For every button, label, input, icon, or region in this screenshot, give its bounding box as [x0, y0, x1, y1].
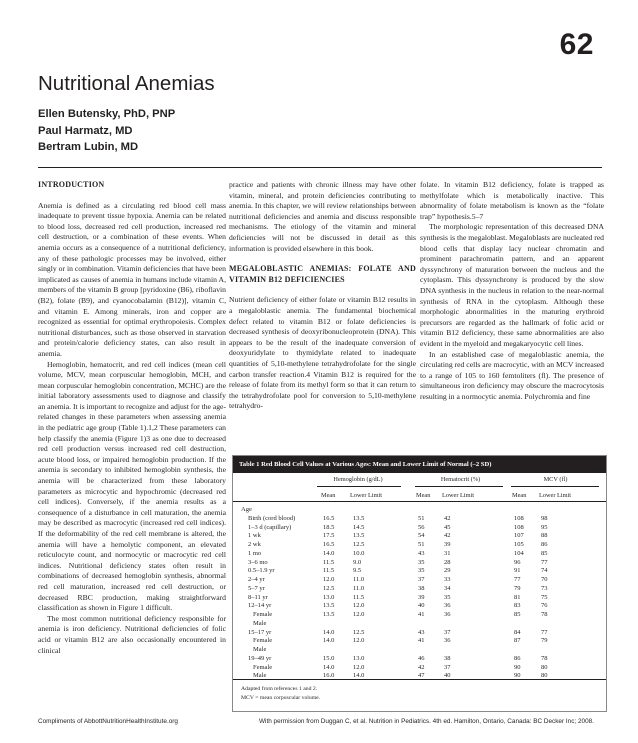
table-row-label: 5–7 yr — [248, 584, 265, 592]
table-cell: 16.0 — [323, 672, 335, 680]
column-header: Mean — [321, 492, 336, 499]
table-cell: 43 — [418, 628, 425, 636]
table-cell: 12.0 — [353, 663, 365, 671]
table-cell: 78 — [541, 611, 548, 618]
column-group-header: Hemoglobin (g/dL) — [333, 476, 383, 483]
table-cell: 14.5 — [353, 523, 365, 531]
table-cell: 88 — [541, 532, 548, 540]
rule — [233, 679, 606, 680]
table-cell: 13.5 — [353, 532, 365, 540]
table-row-label: 2–4 yr — [248, 576, 265, 583]
table-cell: 98 — [541, 514, 548, 522]
table-cell: 13.5 — [323, 602, 335, 610]
table-row-label: Female — [253, 611, 273, 618]
table-cell: 77 — [541, 558, 548, 566]
table-cell: 39 — [418, 593, 425, 601]
table-cell: 46 — [418, 654, 425, 662]
table-cell: 96 — [514, 558, 521, 566]
table-cell: 83 — [514, 602, 521, 610]
table-cell: 10.0 — [353, 549, 365, 557]
table-cell: 36 — [444, 611, 451, 618]
table-row-label: Age — [241, 506, 252, 513]
table-cell: 35 — [418, 567, 425, 575]
table-note: MCV = mean corpuscular volume. — [241, 694, 321, 701]
table-cell: 11.5 — [323, 567, 335, 575]
table-cell: 37 — [444, 628, 451, 636]
column-header: Mean — [416, 492, 431, 499]
table-cell: 33 — [444, 576, 451, 583]
table-row-label: Female — [253, 663, 273, 671]
table-cell: 12.0 — [323, 576, 335, 583]
table-cell: 12.5 — [353, 541, 365, 548]
table-row-label: 1 mo — [248, 549, 262, 557]
table-cell: 73 — [541, 584, 548, 592]
table-cell: 42 — [418, 663, 425, 671]
column-header: Lower Limit — [350, 492, 383, 499]
rule — [511, 486, 599, 487]
table-row-label: 12–14 yr — [248, 602, 272, 610]
table-cell: 78 — [541, 654, 548, 662]
paragraph: Nutrient deficiency of either folate or vitamin B12 results in a megaloblastic anemia. The fundamental biochemical defect related to vitamin B12 or folate deficiencies is decreased synthesis of deoxyribonucleoprotein (DNA). This appears to be the result of the inadequate conversion of deoxyuridylate to thymidylate related to inadequate quantities of 5,10-methylene tetrahydrofolate for the single carbon transfer reaction.4 Vitamin B12 is required for the release of folate from its methyl form so that it can return to the tetrahydrofolate pool for conversion to 5,10-methylene tetrahydro- — [229, 295, 416, 411]
table-cell: 35 — [418, 558, 425, 566]
table-row-label: 1–3 d (capillary) — [248, 523, 292, 531]
table-cell: 77 — [541, 628, 548, 636]
table-row-label: 15–17 yr — [248, 628, 272, 636]
paragraph: practice and patients with chronic illness may have other vitamin, mineral, and protein deficiencies contributing to anemia. In this chapter, we will review relationships between nutritional deficiencies and anemia and discuss responsible mechanisms. The etiology of the vitamin and mineral deficiencies will not be discussed in detail as this information is provided elsewhere in this book. — [229, 180, 416, 253]
table-cell: 104 — [514, 549, 524, 557]
table-cell: 85 — [541, 549, 548, 557]
paragraph: Anemia is defined as a circulating red blood cell mass inadequate to prevent tissue hypoxia. Anemia can be related to blood loss, decreased red cell production, increased red cell destruction, or a combination of these events. When anemia occurs as a consequence of a nutritional deficiency, any of these pathologic processes may be involved, either singly or in combination. Vitamin deficiencies that have been implicated as causes of anemia in humans include vitamin A, members of the vitamin B group [pyridoxine (B6), riboflavin (B2), folate (B9), and cyanocobalamin (B12)], vitamin C, and vitamin E. Among minerals, iron and copper are recognized as essential for optimal erythropoiesis. Complex nutritional disturbances, such as those observed in starvation and protein/calorie deficiency states, can also result in anemia. — [38, 200, 226, 358]
table-row-label: 0.5–1.9 yr — [248, 567, 275, 575]
column-1 — [38, 180, 226, 656]
table-cell: 36 — [444, 637, 451, 645]
table-cell: 12.5 — [323, 584, 335, 592]
table-cell: 37 — [444, 663, 451, 671]
table-row-label: Male — [253, 646, 267, 653]
table-cell: 84 — [514, 628, 521, 636]
table-cell: 12.0 — [353, 637, 365, 645]
table-cell: 12.0 — [353, 602, 365, 610]
table-cell: 42 — [444, 532, 451, 540]
table-cell: 74 — [541, 567, 548, 575]
table-cell: 76 — [541, 602, 548, 610]
table-cell: 36 — [444, 602, 451, 610]
table-cell: 51 — [418, 514, 425, 522]
table-cell: 56 — [418, 523, 425, 531]
table-cell: 12.0 — [353, 611, 365, 618]
header-rule — [38, 167, 602, 168]
table-cell: 45 — [444, 523, 451, 531]
table-caption: Table 1 Red Blood Cell Values at Various Ages: Mean and Lower Limit of Normal (–2 SD) — [233, 456, 606, 473]
table-cell: 11.0 — [353, 584, 365, 592]
table-cell: 13.5 — [323, 611, 335, 618]
table-cell: 35 — [444, 593, 451, 601]
table-cell: 13.0 — [323, 593, 335, 601]
table-cell: 14.0 — [353, 672, 365, 680]
table-cell: 17.5 — [323, 532, 335, 540]
table-cell: 39 — [444, 541, 451, 548]
table-row-label: 1 wk — [248, 532, 261, 540]
table-row-label: 3–6 mo — [248, 558, 268, 566]
rule — [317, 486, 401, 487]
column-3 — [420, 180, 604, 402]
table-cell: 41 — [418, 637, 425, 645]
table-cell: 18.5 — [323, 523, 335, 531]
table-row-label: 2 wk — [248, 541, 261, 548]
table-cell: 95 — [541, 523, 548, 531]
table-cell: 12.5 — [353, 628, 365, 636]
rbc-values-table — [232, 455, 607, 712]
table-cell: 70 — [541, 576, 548, 583]
column-2 — [229, 180, 416, 412]
footer-left: Compliments of AbbottNutritionHealthInstitute.org — [38, 718, 178, 725]
section-heading: INTRODUCTION — [38, 180, 105, 189]
table-cell: 108 — [514, 523, 524, 531]
table-note: Adapted from references 1 and 2. — [241, 686, 318, 692]
table-cell: 77 — [514, 576, 521, 583]
table-cell: 16.5 — [323, 514, 335, 522]
table-cell: 34 — [444, 584, 451, 592]
table-cell: 15.0 — [323, 654, 335, 662]
table-cell: 47 — [418, 672, 425, 680]
paragraph: In an established case of megaloblastic anemia, the circulating red cells are macrocytic, with an MCV increased to a range of 105 to 160 femtoliters (fl). The presence of simultaneous iron deficiency may obscure the macrocytosis resulting in a normocytic anemia. Polychromia and fine — [420, 349, 604, 401]
table-notes — [241, 685, 320, 702]
table-row-label: 19–49 yr — [248, 654, 272, 662]
paragraph: folate. In vitamin B12 deficiency, folate is trapped as methylfolate which is metabolically inactive. This abnormality of folate metabolism is known as the “folate trap” hypothesis.5–7 — [420, 180, 604, 221]
table-row — [233, 672, 606, 682]
table-cell: 14.0 — [323, 628, 335, 636]
table-cell: 29 — [444, 567, 451, 575]
table-cell: 13.0 — [353, 654, 365, 662]
table-cell: 38 — [444, 654, 451, 662]
column-header: Mean — [512, 492, 527, 499]
table-cell: 14.0 — [323, 663, 335, 671]
rule — [233, 501, 606, 502]
table-cell: 80 — [541, 663, 548, 671]
table-cell: 9.0 — [353, 558, 362, 566]
table-row-label: Birth (cord blood) — [248, 514, 296, 522]
table-cell: 14.0 — [323, 549, 335, 557]
chapter-number: 62 — [559, 28, 594, 61]
table-cell: 91 — [514, 567, 521, 575]
table-row-label: Female — [253, 637, 273, 645]
chapter-title: Nutritional Anemias — [38, 72, 215, 95]
table-cell: 28 — [444, 558, 451, 566]
table-cell: 11.5 — [323, 558, 335, 566]
table-cell: 43 — [418, 549, 425, 557]
section-heading: MEGALOBLASTIC ANEMIAS: FOLATE AND VITAMIN B12 DEFICIENCIES — [229, 264, 416, 284]
table-cell: 108 — [514, 514, 524, 522]
table-cell: 11.5 — [353, 593, 365, 601]
table-cell: 90 — [514, 663, 521, 671]
table-cell: 79 — [514, 584, 521, 592]
column-group-header: Hematocrit (%) — [440, 476, 481, 483]
table-row-label: Male — [253, 672, 267, 680]
table-cell: 86 — [514, 654, 521, 662]
table-cell: 87 — [514, 637, 521, 645]
table-cell: 80 — [541, 672, 548, 680]
table-row-label: 8–11 yr — [248, 593, 268, 601]
author-list — [38, 106, 175, 156]
table-cell: 11.0 — [353, 576, 365, 583]
table-cell: 31 — [444, 549, 451, 557]
footer-right: With permission from Duggan C, et al. Nutrition in Pediatrics. 4th ed. Hamilton, Ontario, Canada: BC Decker Inc; 2008. — [259, 718, 594, 725]
author: Paul Harmatz, MD — [38, 124, 133, 137]
paragraph: The morphologic representation of this decreased DNA synthesis is the megaloblast. Megaloblasts are nucleated red blood cells that display lacy nuclear chromatin and prominent parachromatin pattern, and an apparent dyssynchrony of maturation between the nucleus and the cytoplasm. This dyssynchrony is produced by the slow DNA synthesis in the nucleus in relation to the near-normal synthesis of RNA in the cytoplasm. Although these morphologic abnormalities in the maturing erythroid precursors are regarded as the hallmark of folic acid or vitamin B12 deficiency, these same abnormalities are also evident in the myeloid and megakaryocytic cell lines. — [420, 222, 604, 348]
table-cell: 40 — [444, 672, 451, 680]
paragraph: The most common nutritional deficiency responsible for anemia is iron deficiency. Nutritional deficiencies of folic acid or vitamin B12 are also occasionally encountered in clinical — [38, 613, 226, 655]
table-cell: 75 — [541, 593, 548, 601]
table-row-label: Male — [253, 619, 267, 627]
table-cell: 85 — [514, 611, 521, 618]
column-group-header: MCV (fl) — [543, 476, 568, 483]
table-cell: 37 — [418, 576, 425, 583]
column-header: Lower Limit — [539, 492, 572, 499]
rule — [415, 486, 503, 487]
table-cell: 16.5 — [323, 541, 335, 548]
table-cell: 105 — [514, 541, 524, 548]
table-cell: 42 — [444, 514, 451, 522]
table-cell: 90 — [514, 672, 521, 680]
column-header: Lower Limit — [442, 492, 475, 499]
table-cell: 81 — [514, 593, 521, 601]
table-cell: 51 — [418, 541, 425, 548]
table-cell: 38 — [418, 584, 425, 592]
author: Ellen Butensky, PhD, PNP — [38, 108, 176, 120]
table-cell: 14.0 — [323, 637, 335, 645]
table-cell: 54 — [418, 532, 425, 540]
table-cell: 9.5 — [353, 567, 362, 575]
table-cell: 107 — [514, 532, 524, 540]
paragraph: Hemoglobin, hematocrit, and red cell indices (mean cell volume, MCV, mean corpuscular hemoglobin, MCH, and mean corpuscular hemoglobin concentration, MCHC) are the initial laboratory assessments used to diagnose and classify an anemia. It is important to recognize and adjust for the age-related changes in these parameters when assessing anemia in the pediatric age group (Table 1).1,2 These parameters can help classify the anemia (Figure 1)3 as one due to decreased red cell production versus increased red cell destruction, acute blood loss, or impaired hemoglobin production. If the anemia is secondary to inhibited hemoglobin synthesis, the anemia will be characterized from these laboratory parameters as microcytic and hypochromic (decreased red cell indices). Conversely, if the anemia results as a consequence of a disturbance in cell maturation, the anemia may be described as macrocytic (increased red cell indices). If the deformability of the red cell membrane is altered, the anemia will have a hemolytic component, an elevated reticulocyte count, and normocytic or macrocytic red cell indices. Nutritional deficiency states often result in combinations of decreased hemoglobin synthesis, abnormal red cell maturation, increased red cell destruction, or decreased RBC production, making straightforward classification as shown in Figure 1 difficult. — [38, 359, 226, 613]
table-cell: 79 — [541, 637, 548, 645]
table-cell: 13.5 — [353, 514, 365, 522]
table-cell: 41 — [418, 611, 425, 618]
table-cell: 40 — [418, 602, 425, 610]
author: Bertram Lubin, MD — [38, 141, 139, 153]
table-cell: 86 — [541, 541, 548, 548]
